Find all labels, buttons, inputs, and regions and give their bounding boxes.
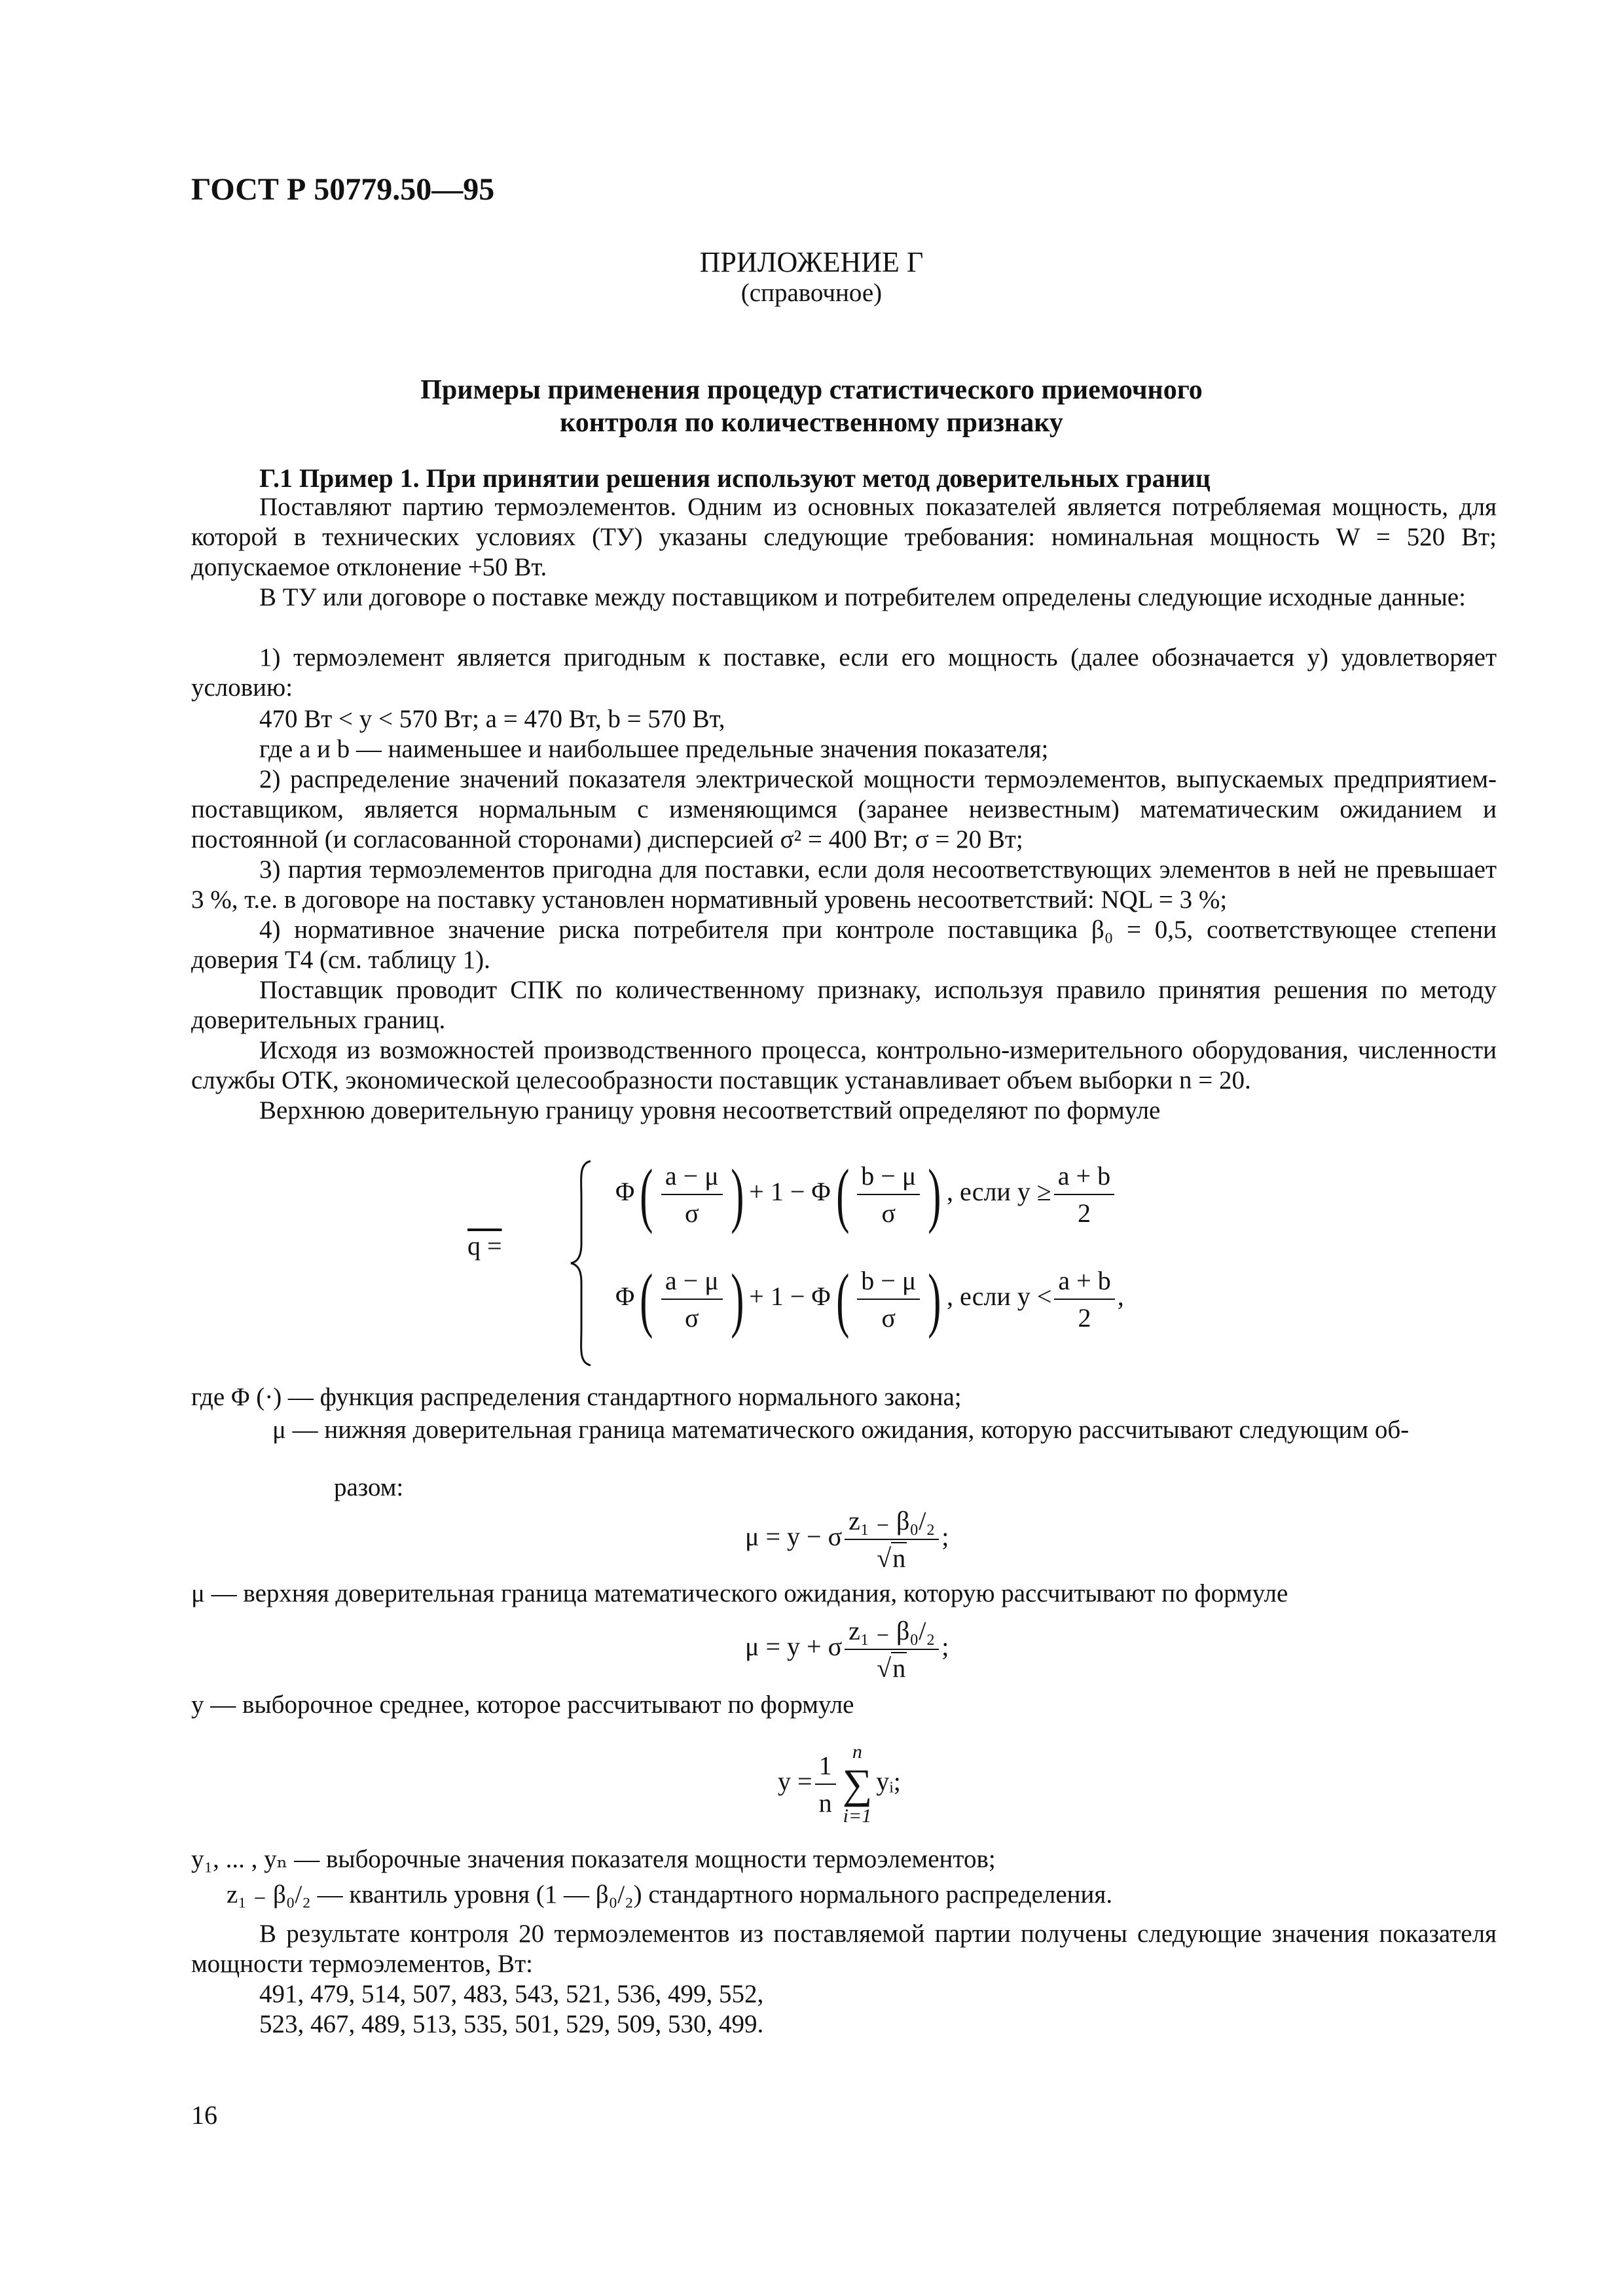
heading-line-1: Примеры применения процедур статистического приемочного — [420, 375, 1203, 405]
page-number: 16 — [191, 2100, 217, 2130]
paragraph-9: Верхнюю доверительную границу уровня несоответствий определяют по формуле — [259, 1096, 1161, 1124]
document-code: ГОСТ Р 50779.50—95 — [191, 172, 495, 207]
fraction-b-mu-up: $\frac{b - \mu}{\sigma}$ — [857, 1160, 920, 1229]
formula-case-2: Φ( $\frac{a - \mu}{\sigma}$ ) + 1 − Φ( $\frac{b - \mu}{\sigma}$ ) , если y < $\frac{a + b}{2}$ , — [615, 1259, 1124, 1339]
paragraph-6: 4) нормативное значение риска потребителя при контроле поставщика β₀ = 0,5, соответствующее степени доверия Т4 (см. таблицу 1). — [191, 916, 1497, 974]
values-line-1: 491, 479, 514, 507, 483, 543, 521, 536, 499, 552, — [259, 1980, 764, 2008]
paragraph-4: 2) распределение значений показателя электрической мощности термоэлементов, выпускаемых предприятием-поставщиком, является нормальным с изменяющимся (заранее неизвестным) математическим ожиданием и постоянной (и согласованной сторонами) дисперсией σ² = 400 Вт; σ = 20 Вт; — [191, 765, 1497, 853]
section-title: Г.1 Пример 1. При принятии решения используют метод доверительных границ — [259, 463, 1211, 493]
fraction-a-mu-low: $\frac{a - \mu}{\sigma}$ — [661, 1265, 723, 1333]
fraction-z-sqrt-n-2: $\frac{\text{z₁ ₋ β₀/₂}}{√n}$ — [845, 1615, 939, 1683]
z-definition: z₁ ₋ β₀/₂ — квантиль уровня (1 — β₀/₂) стандартного нормального распределения. — [227, 1880, 1113, 1909]
q-label: q = — [467, 1231, 502, 1261]
paragraph-3: 1) термоэлемент является пригодным к поставке, если его мощность (далее обозначается y) удовлетворяет условию: — [191, 643, 1497, 702]
values-line-2: 523, 467, 489, 513, 535, 501, 529, 509, 530, 499. — [259, 2010, 764, 2038]
appendix-subtitle: (справочное) — [740, 279, 883, 307]
paragraph-8: Исходя из возможностей производственного процесса, контрольно-измерительного оборудования, численности службы ОТК, экономической целесообразности поставщик устанавливает объем выборки n = 20. — [191, 1036, 1497, 1094]
sum-operator: n ∑ i=1 — [842, 1741, 873, 1827]
phi-definition: где Φ (·) — функция распределения стандартного нормального закона; — [191, 1383, 962, 1411]
yi-definition: y₁, ... , yₙ — выборочные значения показателя мощности термоэлементов; — [191, 1845, 996, 1873]
heading-line-2: контроля по количественному признаку — [560, 408, 1063, 438]
paragraph-10: В результате контроля 20 термоэлементов из поставляемой партии получены следующие значения показателя мощности термоэлементов, Вт: — [191, 1920, 1497, 1978]
fraction-one-over-n: $\frac{1}{n}$ — [815, 1750, 836, 1818]
paragraph-5: 3) партия термоэлементов пригодна для поставки, если доля несоответствующих элементов в ней не превышает 3 %, т.е. в договоре на поставку установлен нормативный уровень несоответствий: NQL = 3 %; — [191, 855, 1497, 914]
formula-mu-upper: μ = y + σ $\frac{\text{z₁ ₋ β₀/₂}}{√n}$ ; — [745, 1616, 949, 1683]
fraction-a-plus-b-2: $\frac{a + b}{2}$ — [1054, 1265, 1114, 1333]
condition-line: 470 Вт < y < 570 Вт; a = 470 Вт, b = 570 Вт, — [259, 705, 725, 733]
left-brace — [568, 1158, 594, 1368]
formula-ybar: y = $\frac{1}{n}$ n ∑ i=1 yᵢ; — [778, 1741, 901, 1827]
mu-lower-definition-cont: разом: — [334, 1473, 404, 1501]
mu-lower-definition: μ — нижняя доверительная граница математического ожидания, которую рассчитывают следующим об- — [272, 1416, 1410, 1444]
mu-upper-definition: μ — верхняя доверительная граница математического ожидания, которую рассчитывают по формуле — [191, 1579, 1288, 1607]
formula-mu-lower: μ = y − σ $\frac{\text{z₁ ₋ β₀/₂}}{√n}$ ; — [745, 1506, 949, 1573]
paragraph-2: В ТУ или договоре о поставке между поставщиком и потребителем определены следующие исходные данные: — [259, 583, 1466, 611]
fraction-z-sqrt-n-1: $\frac{\text{z₁ ₋ β₀/₂}}{√n}$ — [845, 1505, 939, 1573]
fraction-a-plus-b-1: $\frac{a + b}{2}$ — [1054, 1160, 1114, 1229]
fraction-a-mu-up: $\frac{a - \mu}{\sigma}$ — [661, 1160, 723, 1229]
ybar-definition: y — выборочное среднее, которое рассчитывают по формуле — [191, 1691, 854, 1719]
paragraph-7: Поставщик проводит СПК по количественному признаку, используя правило принятия решения по методу доверительных границ. — [191, 976, 1497, 1034]
paragraph-1: Поставляют партию термоэлементов. Одним из основных показателей является потребляемая мощность, для которой в технических условиях (ТУ) указаны следующие требования: номинальная мощность W = 520 Вт; допускаемое отклонение +50 Вт. — [191, 493, 1497, 581]
formula-case-1: Φ( $\frac{a - \mu}{\sigma}$ ) + 1 − Φ( $\frac{b - \mu}{\sigma}$ ) , если y ≥ $\frac{a + b}{2}$ — [615, 1158, 1117, 1230]
where-ab-line: где a и b — наименьшее и наибольшее предельные значения показателя; — [259, 735, 1049, 763]
appendix-title: ПРИЛОЖЕНИЕ Г — [699, 246, 924, 278]
fraction-b-mu-low: $\frac{b - \mu}{\sigma}$ — [857, 1265, 920, 1333]
